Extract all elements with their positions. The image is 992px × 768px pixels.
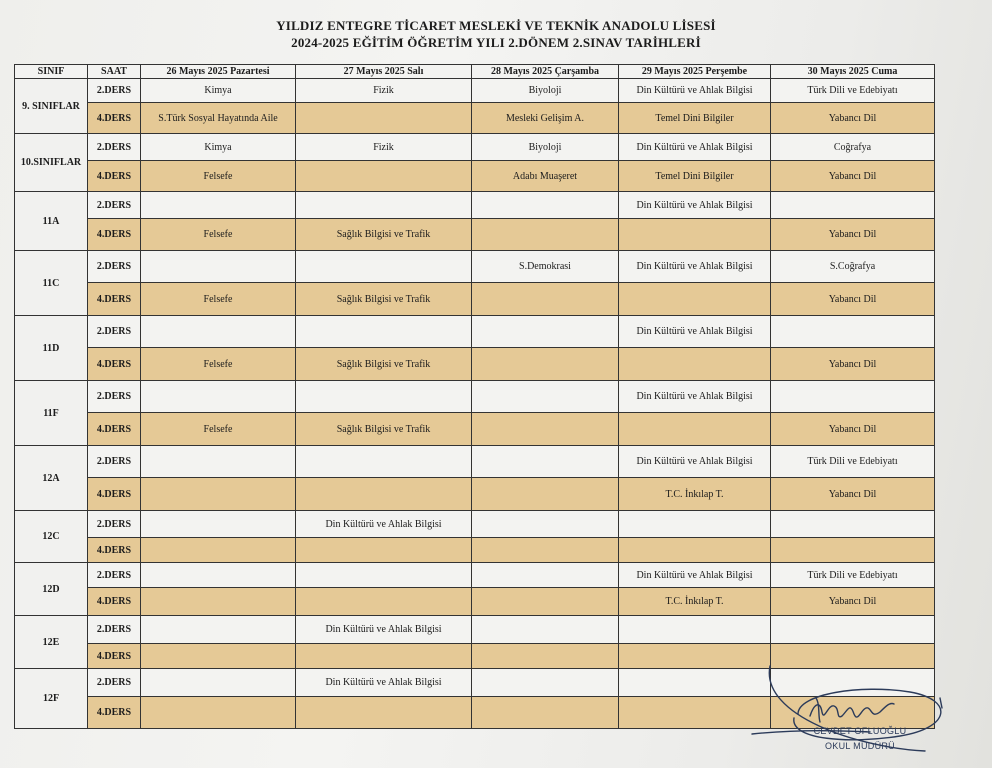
exam-cell: Sağlık Bilgisi ve Trafik (296, 413, 472, 446)
exam-cell: Fizik (296, 79, 472, 103)
exam-cell: Kimya (141, 134, 296, 161)
class-name-cell: 11F (15, 381, 88, 446)
class-name-cell: 11C (15, 251, 88, 316)
exam-cell (771, 511, 935, 538)
exam-cell (296, 478, 472, 511)
header-saat: SAAT (88, 65, 141, 79)
lesson-period-cell: 2.DERS (88, 669, 141, 697)
table-row (15, 192, 935, 219)
lesson-period-cell: 4.DERS (88, 538, 141, 563)
exam-cell (141, 446, 296, 478)
exam-cell: Yabancı Dil (771, 219, 935, 251)
exam-cell (472, 697, 619, 729)
exam-cell (141, 511, 296, 538)
table-row (15, 538, 935, 563)
table-row (15, 446, 935, 478)
exam-cell: S.Demokrasi (472, 251, 619, 283)
exam-cell: Din Kültürü ve Ahlak Bilgisi (619, 381, 771, 413)
header-sinif: SINIF (15, 65, 88, 79)
header-day-5: 30 Mayıs 2025 Cuma (771, 65, 935, 79)
exam-cell (296, 192, 472, 219)
exam-cell (472, 669, 619, 697)
exam-cell (472, 588, 619, 616)
table-row (15, 251, 935, 283)
lesson-period-cell: 4.DERS (88, 161, 141, 192)
class-name-cell: 12C (15, 511, 88, 563)
class-name-cell: 11D (15, 316, 88, 381)
exam-cell (472, 192, 619, 219)
lesson-period-cell: 4.DERS (88, 283, 141, 316)
exam-cell (296, 644, 472, 669)
lesson-period-cell: 4.DERS (88, 219, 141, 251)
schedule-body (15, 79, 935, 729)
table-row (15, 283, 935, 316)
lesson-period-cell: 4.DERS (88, 588, 141, 616)
exam-cell: Yabancı Dil (771, 588, 935, 616)
table-row (15, 79, 935, 103)
exam-cell (619, 348, 771, 381)
exam-cell: Temel Dini Bilgiler (619, 161, 771, 192)
header-day-2: 27 Mayıs 2025 Salı (296, 65, 472, 79)
exam-cell (472, 316, 619, 348)
exam-cell: Din Kültürü ve Ahlak Bilgisi (619, 134, 771, 161)
lesson-period-cell: 4.DERS (88, 348, 141, 381)
exam-cell: Mesleki Gelişim A. (472, 103, 619, 134)
exam-cell (141, 538, 296, 563)
exam-cell: Yabancı Dil (771, 103, 935, 134)
lesson-period-cell: 2.DERS (88, 446, 141, 478)
exam-cell: Sağlık Bilgisi ve Trafik (296, 219, 472, 251)
exam-cell: S.Türk Sosyal Hayatında Aile (141, 103, 296, 134)
exam-cell: Biyoloji (472, 134, 619, 161)
class-name-cell: 12D (15, 563, 88, 616)
exam-cell (472, 644, 619, 669)
exam-cell (296, 446, 472, 478)
exam-cell (141, 478, 296, 511)
exam-cell: Din Kültürü ve Ahlak Bilgisi (619, 446, 771, 478)
table-row (15, 348, 935, 381)
exam-cell (141, 563, 296, 588)
exam-cell (472, 219, 619, 251)
exam-cell: Felsefe (141, 283, 296, 316)
exam-cell (296, 381, 472, 413)
lesson-period-cell: 4.DERS (88, 413, 141, 446)
exam-cell: Türk Dili ve Edebiyatı (771, 446, 935, 478)
exam-cell (141, 251, 296, 283)
exam-cell: Yabancı Dil (771, 283, 935, 316)
exam-cell (472, 413, 619, 446)
table-row (15, 478, 935, 511)
exam-cell (472, 563, 619, 588)
exam-cell: Kimya (141, 79, 296, 103)
class-name-cell: 9. SINIFLAR (15, 79, 88, 134)
lesson-period-cell: 2.DERS (88, 79, 141, 103)
table-row (15, 316, 935, 348)
principal-title: OKUL MÜDÜRÜ (825, 741, 895, 751)
exam-cell: Din Kültürü ve Ahlak Bilgisi (296, 511, 472, 538)
exam-cell (296, 316, 472, 348)
class-name-cell: 12A (15, 446, 88, 511)
exam-cell: Din Kültürü ve Ahlak Bilgisi (619, 192, 771, 219)
lesson-period-cell: 4.DERS (88, 644, 141, 669)
exam-cell (296, 251, 472, 283)
exam-cell (472, 538, 619, 563)
table-row (15, 616, 935, 644)
exam-cell (141, 669, 296, 697)
exam-cell (141, 381, 296, 413)
lesson-period-cell: 4.DERS (88, 103, 141, 134)
exam-cell (619, 697, 771, 729)
principal-name: CEVDET OFLUOĞLU (813, 726, 907, 736)
header-day-1: 26 Mayıs 2025 Pazartesi (141, 65, 296, 79)
lesson-period-cell: 4.DERS (88, 478, 141, 511)
header-day-3: 28 Mayıs 2025 Çarşamba (472, 65, 619, 79)
exam-schedule-table (14, 64, 935, 729)
exam-cell (771, 538, 935, 563)
table-row (15, 103, 935, 134)
exam-cell (472, 511, 619, 538)
exam-cell: Temel Dini Bilgiler (619, 103, 771, 134)
exam-cell: Yabancı Dil (771, 161, 935, 192)
exam-cell (472, 446, 619, 478)
exam-cell (619, 219, 771, 251)
exam-cell (619, 283, 771, 316)
lesson-period-cell: 2.DERS (88, 511, 141, 538)
table-row (15, 161, 935, 192)
document-title: YILDIZ ENTEGRE TİCARET MESLEKİ VE TEKNİK ANADOLU LİSESİ (276, 18, 716, 33)
exam-cell (771, 316, 935, 348)
table-row (15, 413, 935, 446)
exam-cell (472, 381, 619, 413)
exam-cell (472, 616, 619, 644)
exam-cell: Coğrafya (771, 134, 935, 161)
exam-cell (141, 616, 296, 644)
exam-cell (771, 381, 935, 413)
lesson-period-cell: 4.DERS (88, 697, 141, 729)
exam-cell: Yabancı Dil (771, 348, 935, 381)
exam-cell: Din Kültürü ve Ahlak Bilgisi (619, 251, 771, 283)
exam-cell (619, 616, 771, 644)
exam-cell: Felsefe (141, 348, 296, 381)
exam-cell: Yabancı Dil (771, 413, 935, 446)
header-day-4: 29 Mayıs 2025 Perşembe (619, 65, 771, 79)
class-name-cell: 12F (15, 669, 88, 729)
exam-cell (141, 644, 296, 669)
exam-cell: Felsefe (141, 161, 296, 192)
exam-cell: Din Kültürü ve Ahlak Bilgisi (619, 316, 771, 348)
exam-cell: Felsefe (141, 219, 296, 251)
lesson-period-cell: 2.DERS (88, 616, 141, 644)
exam-cell: T.C. İnkılap T. (619, 588, 771, 616)
exam-cell (141, 316, 296, 348)
exam-cell (141, 588, 296, 616)
exam-cell: Adabı Muaşeret (472, 161, 619, 192)
exam-cell: Din Kültürü ve Ahlak Bilgisi (619, 79, 771, 103)
exam-cell: Din Kültürü ve Ahlak Bilgisi (619, 563, 771, 588)
exam-cell (296, 588, 472, 616)
exam-cell: Felsefe (141, 413, 296, 446)
lesson-period-cell: 2.DERS (88, 192, 141, 219)
lesson-period-cell: 2.DERS (88, 381, 141, 413)
table-row (15, 381, 935, 413)
exam-cell: Din Kültürü ve Ahlak Bilgisi (296, 669, 472, 697)
exam-cell: Sağlık Bilgisi ve Trafik (296, 283, 472, 316)
exam-cell (619, 669, 771, 697)
exam-cell: T.C. İnkılap T. (619, 478, 771, 511)
exam-cell (472, 348, 619, 381)
exam-cell (296, 103, 472, 134)
exam-cell (296, 697, 472, 729)
exam-cell (296, 538, 472, 563)
exam-cell: Sağlık Bilgisi ve Trafik (296, 348, 472, 381)
exam-cell (141, 697, 296, 729)
exam-cell (472, 283, 619, 316)
exam-cell (296, 161, 472, 192)
exam-cell (771, 192, 935, 219)
document-subtitle: 2024-2025 EĞİTİM ÖĞRETİM YILI 2.DÖNEM 2.SINAV TARİHLERİ (291, 35, 701, 50)
table-row (15, 219, 935, 251)
exam-cell: Yabancı Dil (771, 478, 935, 511)
table-row (15, 563, 935, 588)
class-name-cell: 11A (15, 192, 88, 251)
exam-cell (771, 616, 935, 644)
lesson-period-cell: 2.DERS (88, 134, 141, 161)
exam-cell: Din Kültürü ve Ahlak Bilgisi (296, 616, 472, 644)
lesson-period-cell: 2.DERS (88, 316, 141, 348)
class-name-cell: 10.SINIFLAR (15, 134, 88, 192)
exam-cell: Biyoloji (472, 79, 619, 103)
lesson-period-cell: 2.DERS (88, 563, 141, 588)
exam-cell: S.Coğrafya (771, 251, 935, 283)
exam-cell (619, 413, 771, 446)
exam-cell: Türk Dili ve Edebiyatı (771, 563, 935, 588)
exam-cell (296, 563, 472, 588)
exam-cell (141, 192, 296, 219)
class-name-cell: 12E (15, 616, 88, 669)
table-row (15, 134, 935, 161)
exam-cell (619, 644, 771, 669)
exam-cell (619, 538, 771, 563)
lesson-period-cell: 2.DERS (88, 251, 141, 283)
table-row (15, 511, 935, 538)
exam-cell (472, 478, 619, 511)
exam-cell (619, 511, 771, 538)
exam-cell: Türk Dili ve Edebiyatı (771, 79, 935, 103)
exam-cell: Fizik (296, 134, 472, 161)
table-row (15, 588, 935, 616)
header-row (15, 65, 935, 79)
